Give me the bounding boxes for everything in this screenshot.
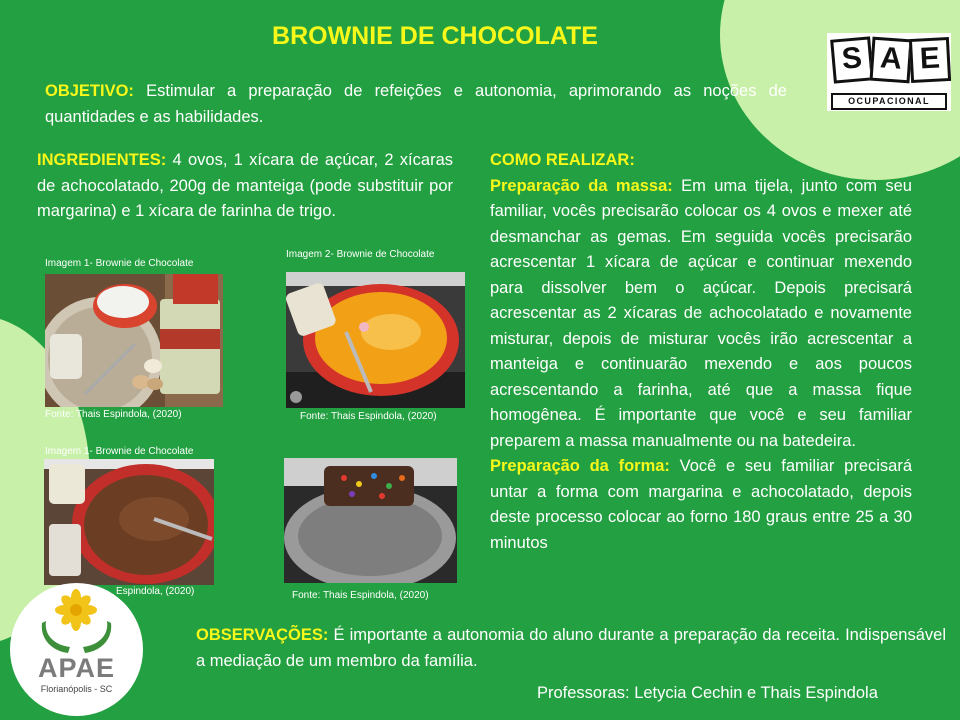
sae-ocupacional-logo: [827, 33, 951, 111]
image-1-caption: Imagem 1- Brownie de Chocolate: [45, 258, 194, 269]
observations-text: É importante a autonomia do aluno durante a preparação da receita. Indispensável a mediação de um membro da família.: [196, 626, 946, 670]
observations-label: OBSERVAÇÕES:: [196, 626, 329, 644]
ingredients-label: INGREDIENTES:: [37, 151, 167, 169]
image-2-caption: Imagem 2- Brownie de Chocolate: [286, 249, 435, 260]
apae-name: APAE: [37, 653, 115, 683]
apae-city: Florianópolis - SC: [40, 684, 113, 694]
sae-letter-e: E: [909, 37, 951, 83]
image-1-source: Fonte: Thais Espindola, (2020): [45, 409, 182, 420]
pan-text: Você e seu familiar precisará untar a forma com margarina e achocolatado, depois deste processo colocar ao forno 180 graus entre 25 a 30 minutos: [490, 457, 913, 552]
sae-subtitle: OCUPACIONAL: [831, 93, 947, 110]
objective-paragraph: [45, 79, 787, 130]
ingredients-paragraph: [37, 148, 453, 225]
flower-hands-icon: [10, 583, 143, 716]
photo-baked-brownie: [284, 458, 457, 583]
instructions-section: [490, 148, 912, 556]
page-title: BROWNIE DE CHOCOLATE: [272, 22, 598, 50]
objective-label: OBJETIVO:: [45, 82, 134, 100]
instructions-heading: COMO REALIZAR:: [490, 151, 635, 169]
objective-text: Estimular a preparação de refeições e autonomia, aprimorando as noções de quantidades e as habilidades.: [45, 82, 787, 126]
sae-letter-s: S: [830, 36, 874, 83]
sae-letter-a: A: [870, 37, 913, 84]
image-4-source: Fonte: Thais Espindola, (2020): [292, 590, 429, 601]
photo-mixing-eggs: [286, 272, 465, 408]
dough-text: Em uma tijela, junto com seu familiar, vocês precisarão colocar os 4 ovos e mexer até desmanchar as gemas. Em seguida vocês precisarão acrescentar 1 xícara de açúcar e continuar mexendo para dissolver bem o açúcar. Depois precisará acrescentar as 2 xícaras de achocolatado e novamente misturar, depois de misturar vocês irão acrescentar a manteiga e continuarão mexendo e aos poucos acrescentando a farinha, até que a massa fique homogênea. É importante que você e seu familiar preparem a massa manualmente ou na batedeira.: [490, 176, 912, 450]
pan-label: Preparação da forma:: [490, 457, 670, 475]
photo-chocolate-batter: [44, 459, 214, 585]
observations-paragraph: [196, 623, 946, 674]
dough-preparation: [490, 174, 912, 455]
image-3-source: Espindola, (2020): [116, 586, 195, 597]
apae-logo: [10, 583, 143, 716]
pan-preparation: [490, 454, 912, 556]
teachers-credit: Professoras: Letycia Cechin e Thais Espindola: [537, 684, 878, 702]
dough-label: Preparação da massa:: [490, 176, 673, 195]
photo-ingredients: [45, 274, 223, 407]
ingredients-text: 4 ovos, 1 xícara de açúcar, 2 xícaras de achocolatado, 200g de manteiga (pode substituir por margarina) e 1 xícara de farinha de trigo.: [37, 151, 453, 220]
image-2-source: Fonte: Thais Espindola, (2020): [300, 411, 437, 422]
image-3-caption: Imagem 1- Brownie de Chocolate: [45, 446, 194, 457]
